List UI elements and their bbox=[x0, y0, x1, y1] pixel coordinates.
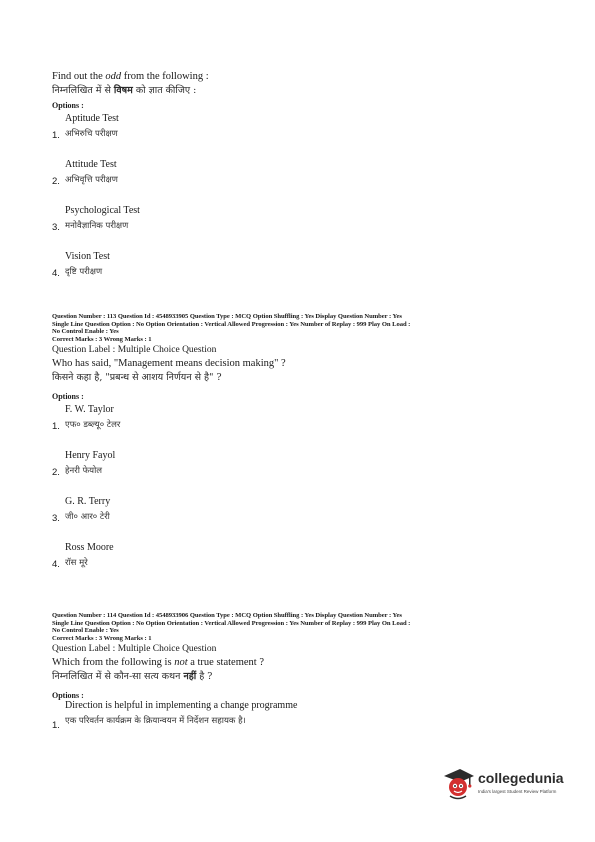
option-1 bbox=[52, 401, 552, 447]
option-text-hindi: एक परिवर्तन कार्यक्रम के क्रियान्वयन में निर्देशन सहायक है। bbox=[65, 716, 246, 727]
brand-name: collegedunia bbox=[478, 770, 564, 786]
option-1 bbox=[52, 700, 552, 746]
question-label: Question Label : Multiple Choice Question bbox=[52, 644, 217, 655]
option-text: Henry Fayol bbox=[65, 450, 116, 462]
option-text: Direction is helpful in implementing a change programme bbox=[65, 700, 298, 712]
option-text: F. W. Taylor bbox=[65, 404, 114, 416]
question-meta bbox=[52, 612, 552, 642]
options-label: Options : bbox=[52, 392, 84, 402]
option-3 bbox=[52, 493, 552, 539]
option-4 bbox=[52, 539, 552, 585]
marks-line: Correct Marks : 3 Wrong Marks : 1 bbox=[52, 634, 152, 642]
question-stem: Which from the following is not a true statement ? bbox=[52, 657, 264, 669]
meta-line: No Control Enable : Yes bbox=[52, 627, 119, 635]
option-text: Attitude Test bbox=[65, 159, 117, 170]
option-3 bbox=[52, 202, 552, 248]
graduation-mascot-icon bbox=[440, 765, 476, 801]
question-stem-hindi: किसने कहा है, "प्रबन्ध से आशय निर्णयन से है" ? bbox=[52, 372, 222, 384]
meta-line: Question Number : 113 Question Id : 4548933905 Question Type : MCQ Option Shuffling : Yes Display Question Number : Yes bbox=[52, 313, 402, 320]
question-stem: Who has said, "Management means decision making" ? bbox=[52, 358, 286, 370]
option-number: 4. bbox=[52, 268, 60, 279]
option-text: Aptitude Test bbox=[65, 113, 119, 124]
brand-tagline: India's largest Student Review Platform bbox=[478, 789, 557, 794]
question-stem-hindi: निम्नलिखित में से कौन-सा सत्य कथन नहीं है ? bbox=[52, 671, 213, 683]
option-2 bbox=[52, 447, 552, 493]
question-stem-hindi: निम्नलिखित में से विषम को ज्ञात कीजिए : bbox=[52, 85, 197, 96]
option-number: 1. bbox=[52, 720, 60, 732]
meta-line: Single Line Question Option : No Option Orientation : Vertical Allowed Progression : Yes Number of Replay : 999 Play On Load : bbox=[52, 619, 411, 627]
option-text-hindi: हेनरी फेयोल bbox=[65, 466, 103, 477]
question-112 bbox=[52, 70, 552, 294]
question-113 bbox=[52, 313, 552, 585]
option-number: 1. bbox=[52, 421, 60, 433]
option-number: 3. bbox=[52, 513, 60, 525]
option-1 bbox=[52, 110, 552, 156]
meta-line: Single Line Question Option : No Option Orientation : Vertical Allowed Progression : Yes Number of Replay : 999 Play On Load : bbox=[52, 320, 411, 328]
meta-line: Question Number : 114 Question Id : 4548933906 Question Type : MCQ Option Shuffling : Yes Display Question Number : Yes bbox=[52, 612, 402, 619]
option-text: Psychological Test bbox=[65, 205, 140, 216]
option-text-hindi: अभिरुचि परीक्षण bbox=[65, 129, 118, 139]
option-number: 1. bbox=[52, 130, 60, 141]
option-text-hindi: दृष्टि परीक्षण bbox=[65, 267, 103, 277]
collegedunia-logo bbox=[440, 765, 564, 801]
option-text-hindi: अभिवृत्ति परीक्षण bbox=[65, 175, 118, 185]
question-meta bbox=[52, 313, 552, 343]
option-text-hindi: रॉस मूरे bbox=[65, 558, 88, 569]
option-number: 2. bbox=[52, 176, 60, 187]
question-114 bbox=[52, 612, 552, 746]
option-number: 3. bbox=[52, 222, 60, 233]
option-number: 4. bbox=[52, 559, 60, 571]
question-label: Question Label : Multiple Choice Question bbox=[52, 345, 217, 356]
options-label: Options : bbox=[52, 101, 84, 110]
option-4 bbox=[52, 248, 552, 294]
option-2 bbox=[52, 156, 552, 202]
marks-line: Correct Marks : 3 Wrong Marks : 1 bbox=[52, 335, 152, 343]
option-text: Ross Moore bbox=[65, 542, 114, 554]
option-text-hindi: एफ० डब्ल्यू० टेलर bbox=[65, 420, 121, 431]
option-text: Vision Test bbox=[65, 251, 110, 262]
option-text-hindi: मनोवैज्ञानिक परीक्षण bbox=[65, 221, 129, 231]
option-text-hindi: जी० आर० टेरी bbox=[65, 512, 110, 523]
options-label: Options : bbox=[52, 691, 84, 701]
meta-line: No Control Enable : Yes bbox=[52, 328, 119, 336]
option-text: G. R. Terry bbox=[65, 496, 111, 508]
question-stem: Find out the odd from the following : bbox=[52, 71, 209, 82]
option-number: 2. bbox=[52, 467, 60, 479]
